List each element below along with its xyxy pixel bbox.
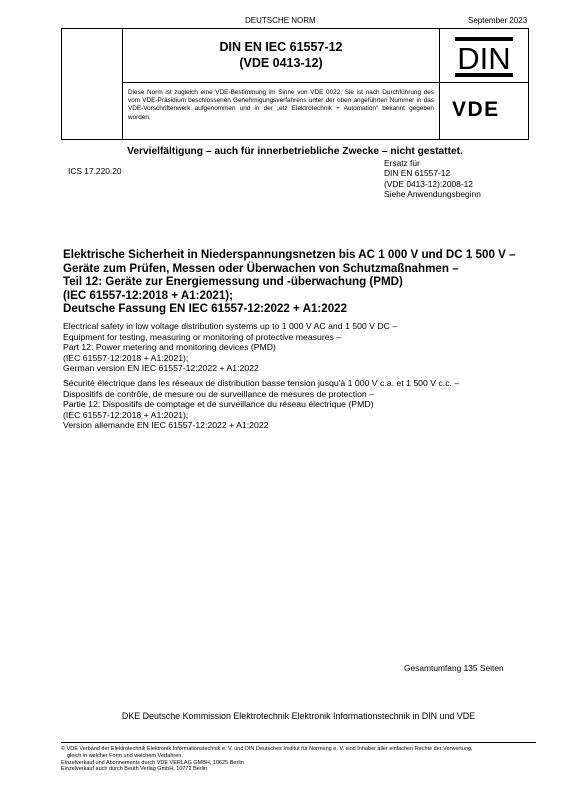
vde-logo: VDE <box>452 98 500 121</box>
vde-note: Diese Norm ist zugleich eine VDE-Bestimmung im Sinne von VDE 0022. Sie ist nach Durchführung des vom VDE-Präsidium beschlossenen Genehmigungsverfahrens unter der oben angeführten Nummer in das VDE-Vorschriftenwerk aufgenommen und in der „etz Elektrotechnik + Automation“ bekannt gegeben worden. <box>128 89 434 121</box>
title-line: Teil 12: Geräte zur Energiemessung und -überwachung (PMD) <box>63 275 403 289</box>
title-line: (IEC 61557-12:2018 + A1:2021); <box>63 288 234 302</box>
title-german <box>63 248 533 316</box>
replacement-info <box>384 158 534 200</box>
title-line: Version allemande EN IEC 61557-12:2022 + A1:2022 <box>63 420 269 431</box>
header-left: DEUTSCHE NORM <box>245 16 316 25</box>
title-line: (IEC 61557-12:2018 + A1:2021); <box>63 409 189 420</box>
title-line: Deutsche Fassung EN IEC 61557-12:2022 + A1:2022 <box>63 302 348 316</box>
title-line: (IEC 61557-12:2018 + A1:2021); <box>63 352 189 363</box>
title-line: Part 12: Power metering and monitoring devices (PMD) <box>63 342 276 353</box>
header-date: September 2023 <box>468 16 528 25</box>
ics-code: ICS 17.220.20 <box>68 166 122 176</box>
footer-line: gleich in welcher Form und welchem Verfahren. <box>67 752 183 759</box>
standard-number: DIN EN IEC 61557-12 <box>219 40 343 54</box>
title-line: Equipment for testing, measuring or monitoring of protective measures – <box>63 331 342 342</box>
footer-line: © VDE Verband der Elektrotechnik Elektronik Informationstechnik e. V. und DIN Deutsches Institut für Normung e. V. sind Inhaber aller einfachen Rechte der Verwertung, <box>61 746 473 752</box>
footer-divider <box>61 742 536 743</box>
din-logo <box>455 37 513 77</box>
footer-copyright <box>61 746 541 773</box>
title-line: Sécurité électrique dans les réseaux de distribution basse tension jusqu'à 1 000 V c.a. et 1 500 V c.c. – <box>63 378 460 388</box>
title-line: Elektrische Sicherheit in Niederspannungsnetzen bis AC 1 000 V und DC 1 500 V – <box>63 248 516 261</box>
replacement-line: DIN EN 61557-12 <box>384 168 451 179</box>
title-french <box>63 378 533 431</box>
title-line: Dispositifs de contrôle, de mesure ou de surveillance de mesures de protection – <box>63 388 374 399</box>
din-logo-text: DIN <box>457 41 511 76</box>
replacement-line: Siehe Anwendungsbeginn <box>384 189 481 200</box>
title-line: German version EN IEC 61557-12:2022 + A1:2022 <box>63 363 259 374</box>
replacement-line: Ersatz für <box>384 158 420 168</box>
title-line: Electrical safety in low voltage distribution systems up to 1 000 V AC and 1 500 V DC – <box>63 321 398 331</box>
vde-number: (VDE 0413-12) <box>239 56 323 70</box>
title-line: Partie 12: Dispositifs de comptage et de surveillance du réseau électrique (PMD) <box>63 399 374 410</box>
empty-box <box>61 28 123 140</box>
footer-line: Einzelverkauf auch durch Beuth Verlag GmbH, 10772 Berlin <box>61 766 208 773</box>
title-line: Geräte zum Prüfen, Messen oder Überwachen von Schutzmaßnahmen – <box>63 261 459 275</box>
reproduction-notice: Vervielfältigung – auch für innerbetriebliche Zwecke – nicht gestattet. <box>127 146 463 157</box>
footer-line: Einzelverkauf und Abonnements durch VDE VERLAG GMBH, 10625 Berlin <box>61 759 244 766</box>
dke-line: DKE Deutsche Kommission Elektrotechnik Elektronik Informationstechnik in DIN und VDE <box>121 711 476 721</box>
total-pages: Gesamtumfang 135 Seiten <box>404 663 504 673</box>
replacement-line: (VDE 0413-12):2008-12 <box>384 178 473 189</box>
title-english <box>63 321 533 374</box>
